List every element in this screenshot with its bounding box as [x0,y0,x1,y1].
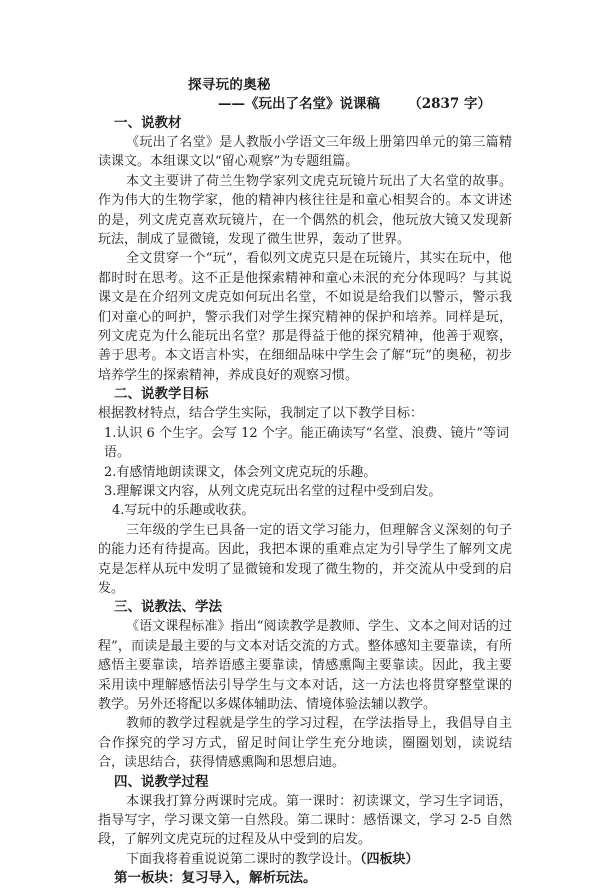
section-heading-textbook: 一、说教材 [114,115,182,131]
document-subtitle [218,95,512,114]
design-intro-bold: （四板块） [360,851,419,867]
section-heading-process: 四、说教学过程 [114,773,209,790]
goal-item: 4.写玩中的乐趣或收获。 [112,503,255,519]
section-heading-goals: 二、说教学目标 [114,386,209,403]
section-heading-methods: 三、说教法、学法 [114,599,222,616]
design-intro-paragraph [98,850,512,869]
goal-item: 2.有感情地朗读课文，体会列文虎克玩的乐趣。 [104,464,377,480]
word-count: （2837 字） [408,96,491,112]
document-page [98,76,512,888]
block-1-heading: 第一板块：复习导入，解析玩法。 [114,870,317,887]
paragraph: 本文主要讲了荷兰生物学家列文虎克玩镜片玩出了大名堂的故事。作为伟大的生物学家，他的精神内核往往是和童心相契合的。本文讲述的是，列文虎克喜欢玩镜片，在一个偶然的机会，他玩放大镜又发现新玩法，制成了显微镜，发现了微生世界，轰动了世界。 [98,173,512,248]
goal-item: 3.理解课文内容，从列文虎克玩出名堂的过程中受到启发。 [104,483,442,499]
paragraph: 教师的教学过程就是学生的学习过程，在学法指导上，我倡导自主合作探究的学习方式，留足时间让学生充分地读，圈圈划划，读说结合，读思结合，获得情感熏陶和思想启迪。 [98,716,512,771]
document-title: 探寻玩的奥秘 [188,77,271,93]
design-intro-text: 下面我将着重说说第二课时的教学设计。 [126,851,361,867]
goals-intro: 根据教材特点，结合学生实际，我制定了以下教学目标： [98,406,424,422]
paragraph: 三年级的学生已具备一定的语文学习能力，但理解含义深刻的句子的能力还有待提高。因此，我把本课的重难点定为引导学生了解列文虎克是怎样从玩中发明了显微镜和发现了微生物的，并交流从中受到的启发。 [98,522,512,596]
paragraph: 本课我打算分两课时完成。第一课时：初读课文，学习生字词语，指导写字，学习课文第一自然段。第二课时：感悟课文，学习 2-5 自然段，了解列文虎克玩的过程及从中受到的启发。 [98,793,512,848]
goal-item: 1.认识 6 个生字。会写 12 个字。能正确读写“名堂、浪费、镜片”等词语。 [104,425,510,461]
paragraph: 《玩出了名堂》是人教版小学语文三年级上册第四单元的第三篇精读课文。本组课文以“留心观察”为专题组篇。 [98,135,512,170]
subtitle-text: ——《玩出了名堂》说课稿 [218,96,380,112]
paragraph: 全文贯穿一个“玩”，看似列文虎克只是在玩镜片，其实在玩中，他都时时在思考。这不正是他探索精神和童心未泯的充分体现吗？与其说课文是在介绍列文虎克如何玩出名堂，不如说是给我们以警示，警示我们对童心的呵护，警示我们对学生探究精神的保护和培养。同样是玩，列文虎克为什么能玩出名堂？那是得益于他的探究精神，他善于观察，善于思考。本文语言朴实，在细细品味中学生会了解“玩”的奥秘，初步培养学生的探索精神，养成良好的观察习惯。 [98,251,512,383]
paragraph: 《语文课程标准》指出“阅读教学是教师、学生、文本之间对话的过程”，而读是最主要的与文本对话交流的方式。整体感知主要靠读，有所感悟主要靠读，培养语感主要靠读，情感熏陶主要靠读。因此，我主要采用读中理解感悟法引导学生与文本对话，这一方法也将贯穿整堂课的教学。另外还将配以多媒体辅助法、情境体验法辅以教学。 [98,619,512,712]
